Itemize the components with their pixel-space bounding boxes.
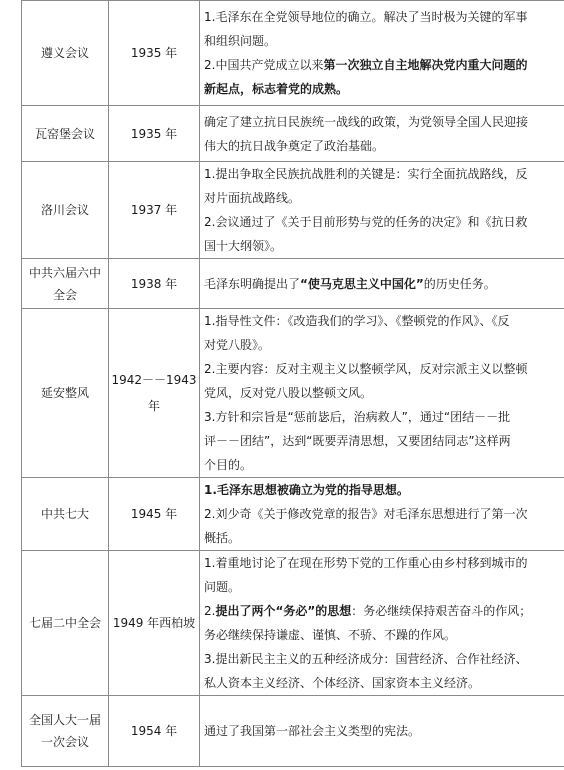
content-text: 伟大的抗日战争奠定了政治基础。 <box>204 138 385 153</box>
content-line <box>204 647 564 671</box>
content-text: 通过了我国第一部社会主义类型的宪法。 <box>204 724 421 738</box>
content-text: ：务必继续保持艰苦奋斗的作风； <box>351 604 532 618</box>
meeting-significance-cell <box>200 551 564 696</box>
meeting-year-cell: 1937 年 <box>109 162 200 259</box>
table-row <box>22 309 564 478</box>
content-text: 评－－团结”，达到“既要弄清思想，又要团结同志”这样两 <box>204 434 511 448</box>
meetings-table-body <box>22 1 564 767</box>
content-line <box>204 134 564 158</box>
meeting-name-cell: 延安整风 <box>22 309 109 478</box>
meeting-name-cell: 洛川会议 <box>22 162 109 259</box>
content-line <box>204 272 564 296</box>
meeting-year-cell: 1942－－1943 年 <box>109 309 200 478</box>
content-text: 毛泽东明确提出了 <box>204 276 301 291</box>
content-line <box>204 53 564 77</box>
meeting-year-cell: 1935 年 <box>109 106 200 162</box>
content-line <box>204 333 564 357</box>
content-line <box>204 575 564 599</box>
meeting-name-cell: 七届二中全会 <box>22 551 109 696</box>
content-text: 1.指导性文件：《改造我们的学习》、《整顿党的作风》、《反 <box>204 314 510 328</box>
content-text: 党风，反对党八股以整顿文风。 <box>204 386 373 400</box>
meeting-year-cell: 1949 年西柏坡 <box>109 551 200 696</box>
meeting-name-cell: 中共六届六中全会 <box>22 259 109 309</box>
content-line <box>204 429 564 453</box>
content-text: 1.毛泽东在全党领导地位的确立。解决了当时极为关键的军事 <box>204 10 528 24</box>
meeting-name-cell: 遵义会议 <box>22 1 109 106</box>
content-text: 私人资本主义经济、个体经济、国家资本主义经济。 <box>204 676 481 690</box>
content-text: 个目的。 <box>204 458 253 472</box>
content-line <box>204 309 564 333</box>
table-row <box>22 162 564 259</box>
meeting-name-cell: 中共七大 <box>22 478 109 551</box>
meeting-year-cell: 1938 年 <box>109 259 200 309</box>
content-text: 问题。 <box>204 580 241 594</box>
content-line <box>204 478 564 502</box>
emphasized-text: 1.毛泽东思想被确立为党的指导思想。 <box>204 483 409 497</box>
meeting-significance-cell <box>200 696 564 767</box>
content-line <box>204 599 564 623</box>
content-line <box>204 502 564 526</box>
table-row <box>22 551 564 696</box>
content-text: 2.主要内容：反对主观主义以整顿学风，反对宗派主义以整顿 <box>204 362 528 376</box>
content-text: 的历史任务。 <box>423 276 496 291</box>
meeting-year-cell: 1954 年 <box>109 696 200 767</box>
table-row <box>22 106 564 162</box>
emphasized-text: 新起点，标志着党的成熟。 <box>204 82 349 96</box>
emphasized-text: 第一次独立自主地解决党内重大问题的 <box>323 58 528 72</box>
meeting-significance-cell <box>200 309 564 478</box>
meeting-significance-cell <box>200 478 564 551</box>
meeting-significance-cell <box>200 162 564 259</box>
content-text: 对片面抗战路线。 <box>204 191 301 205</box>
content-text: 国十大纲领》。 <box>204 239 283 253</box>
meetings-table <box>21 0 564 767</box>
emphasized-text: “使马克思主义中国化” <box>300 276 424 291</box>
meeting-significance-cell <box>200 1 564 106</box>
content-line <box>204 381 564 405</box>
content-line <box>204 671 564 695</box>
meeting-significance-cell <box>200 259 564 309</box>
history-meetings-sheet <box>21 0 564 770</box>
meeting-name-cell: 全国人大一届一次会议 <box>22 696 109 767</box>
content-text: 和组织问题。 <box>204 34 277 48</box>
content-text: 2.会议通过了《关于目前形势与党的任务的决定》和《抗日救 <box>204 215 528 229</box>
table-row <box>22 1 564 106</box>
content-text: 1.提出争取全民族抗战胜利的关键是：实行全面抗战路线，反 <box>204 167 528 181</box>
content-text: 2. <box>204 604 216 618</box>
content-line <box>204 77 564 101</box>
meeting-year-cell: 1945 年 <box>109 478 200 551</box>
content-line <box>204 29 564 53</box>
content-line <box>204 357 564 381</box>
content-line <box>204 719 564 743</box>
meeting-significance-cell <box>200 106 564 162</box>
content-text: 3.提出新民主主义的五种经济成分：国营经济、合作社经济、 <box>204 652 528 666</box>
content-line <box>204 405 564 429</box>
meeting-name-cell: 瓦窑堡会议 <box>22 106 109 162</box>
content-text: 3.方针和宗旨是“惩前毖后，治病救人”，通过“团结－－批 <box>204 410 511 424</box>
content-line <box>204 453 564 477</box>
content-line <box>204 526 564 550</box>
content-text: 确定了建立抗日民族统一战线的政策，为党领导全国人民迎接 <box>204 114 529 129</box>
content-line <box>204 110 564 134</box>
table-row <box>22 259 564 309</box>
table-row <box>22 478 564 551</box>
content-text: 1.着重地讨论了在现在形势下党的工作重心由乡村移到城市的 <box>204 556 528 570</box>
content-text: 概括。 <box>204 531 241 545</box>
content-line <box>204 234 564 258</box>
content-line <box>204 5 564 29</box>
content-text: 务必继续保持谦虚、谨慎、不骄、不躁的作风。 <box>204 628 457 642</box>
content-text: 对党八股》。 <box>204 338 271 352</box>
content-line <box>204 186 564 210</box>
emphasized-text: 提出了两个“务必”的思想 <box>215 604 352 618</box>
content-text: 2.刘少奇《关于修改党章的报告》对毛泽东思想进行了第一次 <box>204 507 528 521</box>
meeting-year-cell: 1935 年 <box>109 1 200 106</box>
table-row <box>22 696 564 767</box>
content-line <box>204 623 564 647</box>
content-line <box>204 551 564 575</box>
content-line <box>204 162 564 186</box>
content-line <box>204 210 564 234</box>
content-text: 2.中国共产党成立以来 <box>204 58 324 72</box>
